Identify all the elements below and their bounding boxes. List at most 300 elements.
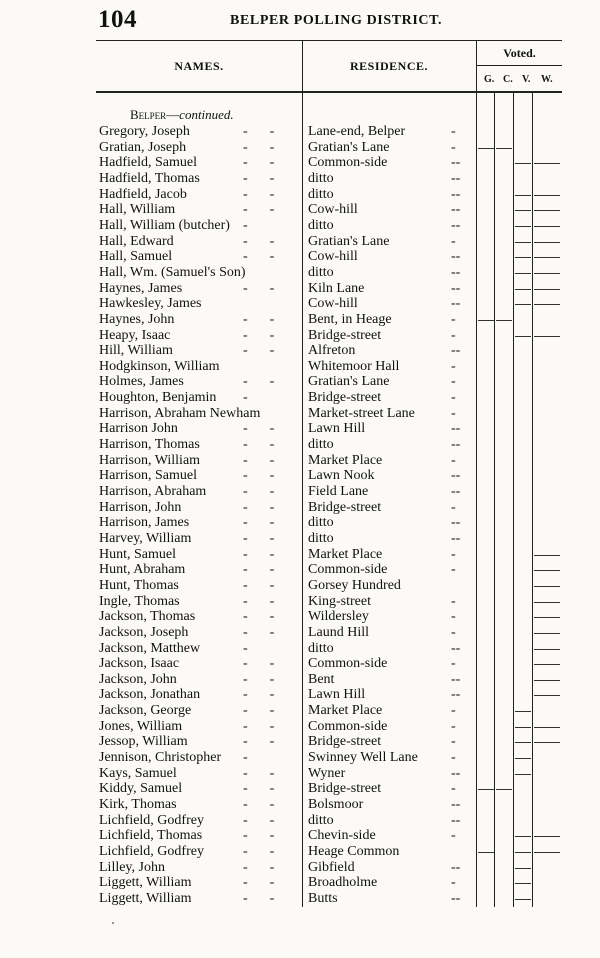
voter-name: Ingle, Thomas <box>99 593 180 609</box>
voter-residence: ditto <box>308 264 334 280</box>
leader-dashes: -- <box>243 593 297 609</box>
voter-row <box>0 124 600 140</box>
vote-mark-w <box>534 680 560 681</box>
residence-leader-dashes: - <box>451 327 456 343</box>
vote-mark-g <box>478 852 494 853</box>
vote-mark-w <box>534 742 560 743</box>
leader-dashes: -- <box>243 421 297 437</box>
voter-residence: Lawn Hill <box>308 421 366 437</box>
leader-dashes: -- <box>243 718 297 734</box>
voter-row <box>0 891 600 907</box>
voter-residence: Common-side <box>308 656 388 672</box>
leader-dashes: -- <box>243 155 297 171</box>
section-note: continued. <box>179 107 234 122</box>
residence-leader-dashes: - <box>451 609 456 625</box>
residence-leader-dashes: - <box>451 452 456 468</box>
voter-row <box>0 234 600 250</box>
voter-row <box>0 328 600 344</box>
voter-name: Hadfield, Samuel <box>99 155 197 171</box>
voter-residence: Broadholme <box>308 875 378 891</box>
residence-leader-dashes: - <box>451 828 456 844</box>
voter-residence: Field Lane <box>308 483 369 499</box>
voter-row <box>0 844 600 860</box>
residence-leader-dashes: - <box>451 875 456 891</box>
voter-row <box>0 406 600 422</box>
voter-name: Jackson, Joseph <box>99 624 189 640</box>
residence-leader-dashes: - <box>451 656 456 672</box>
voter-row <box>0 766 600 782</box>
voter-row <box>0 547 600 563</box>
vote-mark-v <box>515 899 531 900</box>
voter-residence: Cow-hill <box>308 249 358 265</box>
vote-mark-v <box>515 852 531 853</box>
voter-row <box>0 453 600 469</box>
residence-leader-dashes: -- <box>451 797 461 812</box>
voter-name: Gregory, Joseph <box>99 124 190 139</box>
residence-leader-dashes: -- <box>451 202 461 218</box>
vote-mark-v <box>515 836 531 837</box>
leader-dashes: -- <box>243 687 297 703</box>
voter-row <box>0 140 600 156</box>
voter-residence: Market Place <box>308 452 383 468</box>
voter-residence: Market Place <box>308 546 383 562</box>
voter-name: Lichfield, Godfrey <box>99 843 204 859</box>
voter-name: Jackson, Jonathan <box>99 687 201 703</box>
vote-mark-c <box>496 148 512 149</box>
residence-leader-dashes: -- <box>451 437 461 452</box>
voter-name: Harrison, Abraham <box>99 483 207 499</box>
residence-leader-dashes: -- <box>451 264 461 280</box>
leader-dashes: -- <box>243 437 297 452</box>
vote-mark-v <box>515 742 531 743</box>
voter-residence: Gratian's Lane <box>308 139 390 155</box>
residence-leader-dashes: -- <box>451 765 461 781</box>
voter-name: Houghton, Benjamin <box>99 390 217 406</box>
leader-dashes: -- <box>243 530 297 546</box>
voter-row <box>0 719 600 735</box>
voter-residence: Heage Common <box>308 843 400 859</box>
voter-name: Jackson, Thomas <box>99 609 196 625</box>
residence-leader-dashes: - <box>451 562 456 578</box>
voter-residence: Market Place <box>308 703 383 719</box>
voter-residence: Gratian's Lane <box>308 233 390 249</box>
voter-residence: Bridge-street <box>308 390 382 406</box>
vote-mark-v <box>515 336 531 337</box>
residence-leader-dashes: -- <box>451 421 461 437</box>
leader-dashes: -- <box>243 843 297 859</box>
voter-name: Harrison, Abraham Newham <box>99 405 261 421</box>
page-speck <box>112 922 114 924</box>
vote-mark-w <box>534 617 560 618</box>
leader-dashes: -- <box>243 562 297 578</box>
voted-subheader-w: W. <box>541 74 553 85</box>
leader-dashes: -- <box>243 249 297 265</box>
voter-row <box>0 875 600 891</box>
vote-mark-v <box>515 758 531 759</box>
residence-leader-dashes: - <box>451 374 456 390</box>
voter-residence: Common-side <box>308 155 388 171</box>
voter-name: Liggett, William <box>99 890 192 906</box>
voted-column-header: Voted. <box>503 46 536 60</box>
voter-residence: Bridge-street <box>308 781 382 797</box>
vote-mark-w <box>534 163 560 164</box>
voter-name: Hunt, Abraham <box>99 562 186 578</box>
voter-residence: Whitemoor Hall <box>308 358 400 374</box>
vote-mark-w <box>534 664 560 665</box>
vote-mark-w <box>534 257 560 258</box>
voter-row <box>0 797 600 813</box>
voter-name: Hall, Edward <box>99 233 174 249</box>
leader-dashes: -- <box>243 812 297 828</box>
residence-leader-dashes: - <box>451 233 456 249</box>
leader-dashes: -- <box>243 452 297 468</box>
leader-dashes: -- <box>243 468 297 484</box>
voter-row <box>0 828 600 844</box>
voter-name: Jackson, John <box>99 671 177 687</box>
residence-leader-dashes: - <box>451 311 456 327</box>
voter-row <box>0 500 600 516</box>
leader-dashes: -- <box>243 734 297 750</box>
header-rule <box>96 91 562 93</box>
vote-mark-v <box>515 727 531 728</box>
voter-residence: Bent <box>308 671 335 687</box>
residence-leader-dashes: -- <box>451 890 461 906</box>
voter-residence: Bridge-street <box>308 327 382 343</box>
voter-name: Liggett, William <box>99 875 192 891</box>
vote-mark-v <box>515 289 531 290</box>
vote-mark-w <box>534 555 560 556</box>
voter-row <box>0 781 600 797</box>
residence-leader-dashes: -- <box>451 812 461 828</box>
voter-name: Jessop, William <box>99 734 188 750</box>
leader-dashes: -- <box>243 671 297 687</box>
residence-leader-dashes: - <box>451 718 456 734</box>
leader-dashes: -- <box>243 609 297 625</box>
vote-mark-w <box>534 210 560 211</box>
voter-residence: King-street <box>308 593 371 609</box>
page-number: 104 <box>98 6 137 33</box>
leader-dashes: -- <box>243 875 297 891</box>
voter-residence: Market-street Lane <box>308 405 415 421</box>
names-column-header: NAMES. <box>174 59 224 73</box>
residence-column-header: RESIDENCE. <box>349 59 429 73</box>
leader-dashes: -- <box>243 781 297 797</box>
voter-residence: ditto <box>308 640 334 656</box>
voter-residence: ditto <box>308 170 334 186</box>
voter-residence: Bridge-street <box>308 499 382 515</box>
leader-dashes: -- <box>243 515 297 531</box>
leader-dashes: -- <box>243 890 297 906</box>
voter-name: Jackson, Isaac <box>99 656 180 672</box>
voter-row <box>0 609 600 625</box>
leader-dashes: -- <box>243 577 297 593</box>
voter-name: Harrison, Samuel <box>99 468 197 484</box>
leader-dashes: -- <box>243 170 297 186</box>
voter-row <box>0 312 600 328</box>
voter-residence: Swinney Well Lane <box>308 750 418 765</box>
voter-name: Hall, Samuel <box>99 249 173 265</box>
residence-leader-dashes: -- <box>451 640 461 656</box>
residence-leader-dashes: -- <box>451 217 461 233</box>
voter-residence: ditto <box>308 217 334 233</box>
residence-leader-dashes: -- <box>451 483 461 499</box>
voter-residence: Alfreton <box>308 343 356 359</box>
section-heading: Belper—continued. <box>130 107 234 122</box>
leader-dashes: -- <box>243 703 297 719</box>
voter-name: Kays, Samuel <box>99 765 177 781</box>
voter-row <box>0 703 600 719</box>
voter-residence: Wildersley <box>308 609 369 625</box>
voter-row <box>0 515 600 531</box>
voter-residence: Wyner <box>308 765 346 781</box>
vote-mark-c <box>496 320 512 321</box>
vote-mark-w <box>534 195 560 196</box>
leader-dashes: -- <box>243 124 297 139</box>
residence-leader-dashes: -- <box>451 170 461 186</box>
voter-row <box>0 578 600 594</box>
vote-mark-w <box>534 836 560 837</box>
residence-leader-dashes: -- <box>451 280 461 296</box>
leader-dashes: -- <box>243 139 297 155</box>
leader-dashes: -- <box>243 859 297 875</box>
voter-residence: Lane-end, Belper <box>308 124 406 139</box>
vote-mark-v <box>515 774 531 775</box>
vote-mark-w <box>534 336 560 337</box>
residence-leader-dashes: -- <box>451 687 461 703</box>
leader-dashes: -- <box>243 797 297 812</box>
vote-mark-w <box>534 226 560 227</box>
vote-mark-g <box>478 789 494 790</box>
residence-leader-dashes: - <box>451 358 456 374</box>
vote-mark-w <box>534 242 560 243</box>
voter-residence: Butts <box>308 890 338 906</box>
vote-mark-v <box>515 883 531 884</box>
vote-mark-w <box>534 633 560 634</box>
vote-mark-w <box>534 273 560 274</box>
voter-residence: Kiln Lane <box>308 280 365 296</box>
voted-subheader-g: G. <box>484 74 495 85</box>
leader-dashes: -- <box>243 828 297 844</box>
leader-dashes: -- <box>243 343 297 359</box>
voter-residence: Common-side <box>308 718 388 734</box>
voter-row <box>0 813 600 829</box>
leader-dashes: -- <box>243 546 297 562</box>
voter-row <box>0 281 600 297</box>
voter-row <box>0 734 600 750</box>
voter-residence: Cow-hill <box>308 296 358 312</box>
voter-name: Harrison, William <box>99 452 201 468</box>
voter-row <box>0 421 600 437</box>
voter-name: Harrison John <box>99 421 178 437</box>
vote-mark-v <box>515 711 531 712</box>
residence-leader-dashes: - <box>451 750 456 765</box>
voter-name: Heapy, Isaac <box>99 327 171 343</box>
voter-residence: Gorsey Hundred <box>308 577 401 593</box>
voter-name: Holmes, James <box>99 374 184 390</box>
residence-leader-dashes: -- <box>451 186 461 202</box>
residence-leader-dashes: - <box>451 499 456 515</box>
vote-mark-v <box>515 868 531 869</box>
voter-row <box>0 155 600 171</box>
residence-leader-dashes: -- <box>451 343 461 359</box>
voter-row <box>0 296 600 312</box>
vote-mark-w <box>534 727 560 728</box>
voter-row <box>0 249 600 265</box>
vote-mark-v <box>515 195 531 196</box>
voter-residence: ditto <box>308 530 334 546</box>
leader-dashes: -- <box>243 280 297 296</box>
voter-row <box>0 437 600 453</box>
voter-residence: Gibfield <box>308 859 355 875</box>
voter-name: Jennison, Christopher <box>99 750 222 765</box>
leader-dashes: -- <box>243 327 297 343</box>
residence-leader-dashes: -- <box>451 468 461 484</box>
voter-residence: Common-side <box>308 562 388 578</box>
leader-dashes: -- <box>243 374 297 390</box>
voter-name: Gratian, Joseph <box>99 139 187 155</box>
residence-leader-dashes: -- <box>451 859 461 875</box>
voter-name: Kirk, Thomas <box>99 797 177 812</box>
voter-row <box>0 594 600 610</box>
residence-leader-dashes: - <box>451 593 456 609</box>
voter-name: Hawkesley, James <box>99 296 202 312</box>
residence-leader-dashes: -- <box>451 155 461 171</box>
voter-name: Harvey, William <box>99 530 192 546</box>
voter-residence: Bridge-street <box>308 734 382 750</box>
voter-residence: Chevin-side <box>308 828 376 844</box>
vote-mark-w <box>534 852 560 853</box>
voter-residence: Lawn Hill <box>308 687 366 703</box>
vote-mark-w <box>534 586 560 587</box>
running-head: BELPER POLLING DISTRICT. <box>230 13 443 28</box>
vote-mark-v <box>515 226 531 227</box>
voter-name: Jackson, George <box>99 703 192 719</box>
voter-name: Haynes, James <box>99 280 183 296</box>
vote-mark-w <box>534 570 560 571</box>
residence-leader-dashes: - <box>451 405 456 421</box>
voter-residence: ditto <box>308 437 334 452</box>
voter-row <box>0 562 600 578</box>
vote-mark-w <box>534 649 560 650</box>
vote-mark-v <box>515 257 531 258</box>
leader-dashes: -- <box>243 765 297 781</box>
voter-name: Hunt, Samuel <box>99 546 176 562</box>
voter-name: Jackson, Matthew <box>99 640 201 656</box>
voter-residence: Bent, in Heage <box>308 311 392 327</box>
vote-mark-w <box>534 304 560 305</box>
voter-row <box>0 468 600 484</box>
voter-residence: Lawn Nook <box>308 468 375 484</box>
residence-leader-dashes: - <box>451 390 456 406</box>
residence-leader-dashes: - <box>451 734 456 750</box>
residence-leader-dashes: -- <box>451 671 461 687</box>
voter-row <box>0 672 600 688</box>
voter-row <box>0 359 600 375</box>
vote-mark-v <box>515 163 531 164</box>
vote-mark-v <box>515 273 531 274</box>
leader-dashes: -- <box>243 233 297 249</box>
residence-leader-dashes: - <box>451 124 456 139</box>
residence-leader-dashes: - <box>451 546 456 562</box>
voter-name: Hadfield, Thomas <box>99 170 200 186</box>
voter-row <box>0 265 600 281</box>
voter-name: Kiddy, Samuel <box>99 781 183 797</box>
residence-leader-dashes: -- <box>451 249 461 265</box>
leader-dashes: - <box>243 217 270 233</box>
vote-mark-v <box>515 242 531 243</box>
voter-row <box>0 860 600 876</box>
voter-name: Lichfield, Godfrey <box>99 812 204 828</box>
residence-leader-dashes: - <box>451 781 456 797</box>
voter-residence: Bolsmoor <box>308 797 364 812</box>
voter-row <box>0 531 600 547</box>
leader-dashes: -- <box>243 483 297 499</box>
voter-row <box>0 202 600 218</box>
voter-residence: ditto <box>308 515 334 531</box>
leader-dashes: - <box>243 640 270 656</box>
voter-residence: Laund Hill <box>308 624 370 640</box>
vote-mark-g <box>478 148 494 149</box>
leader-dashes: - <box>243 750 270 765</box>
top-rule <box>96 40 562 41</box>
voter-row <box>0 187 600 203</box>
voter-name: Harrison, Thomas <box>99 437 200 452</box>
voter-row <box>0 374 600 390</box>
leader-dashes: -- <box>243 311 297 327</box>
leader-dashes: -- <box>243 186 297 202</box>
voter-row <box>0 171 600 187</box>
leader-dashes: -- <box>243 656 297 672</box>
residence-leader-dashes: -- <box>451 296 461 312</box>
voter-row <box>0 625 600 641</box>
residence-leader-dashes: -- <box>451 515 461 531</box>
voter-name: Hadfield, Jacob <box>99 186 187 202</box>
vote-mark-v <box>515 304 531 305</box>
residence-leader-dashes: - <box>451 624 456 640</box>
voter-row <box>0 343 600 359</box>
voter-name: Lilley, John <box>99 859 165 875</box>
vote-mark-c <box>496 789 512 790</box>
voter-row <box>0 750 600 766</box>
voter-residence: ditto <box>308 186 334 202</box>
vote-mark-w <box>534 289 560 290</box>
leader-dashes: - <box>243 390 270 406</box>
voted-header-rule <box>477 65 562 66</box>
voter-row <box>0 656 600 672</box>
vote-mark-w <box>534 695 560 696</box>
vote-mark-g <box>478 320 494 321</box>
section-place: Belper <box>130 107 167 122</box>
voter-name: Hall, William <box>99 202 176 218</box>
residence-leader-dashes: -- <box>451 530 461 546</box>
voter-residence: ditto <box>308 812 334 828</box>
voter-row <box>0 687 600 703</box>
voter-row <box>0 218 600 234</box>
voter-name: Hall, William (butcher) <box>99 217 230 233</box>
vote-mark-v <box>515 210 531 211</box>
voter-name: Harrison, John <box>99 499 182 515</box>
voter-name: Lichfield, Thomas <box>99 828 203 844</box>
vote-mark-w <box>534 602 560 603</box>
voter-row <box>0 641 600 657</box>
voter-name: Hodgkinson, William <box>99 358 220 374</box>
leader-dashes: -- <box>243 624 297 640</box>
voter-name: Hunt, Thomas <box>99 577 179 593</box>
residence-leader-dashes: - <box>451 139 456 155</box>
voter-name: Jones, William <box>99 718 183 734</box>
voted-subheader-c: C. <box>503 74 513 85</box>
voter-row <box>0 390 600 406</box>
